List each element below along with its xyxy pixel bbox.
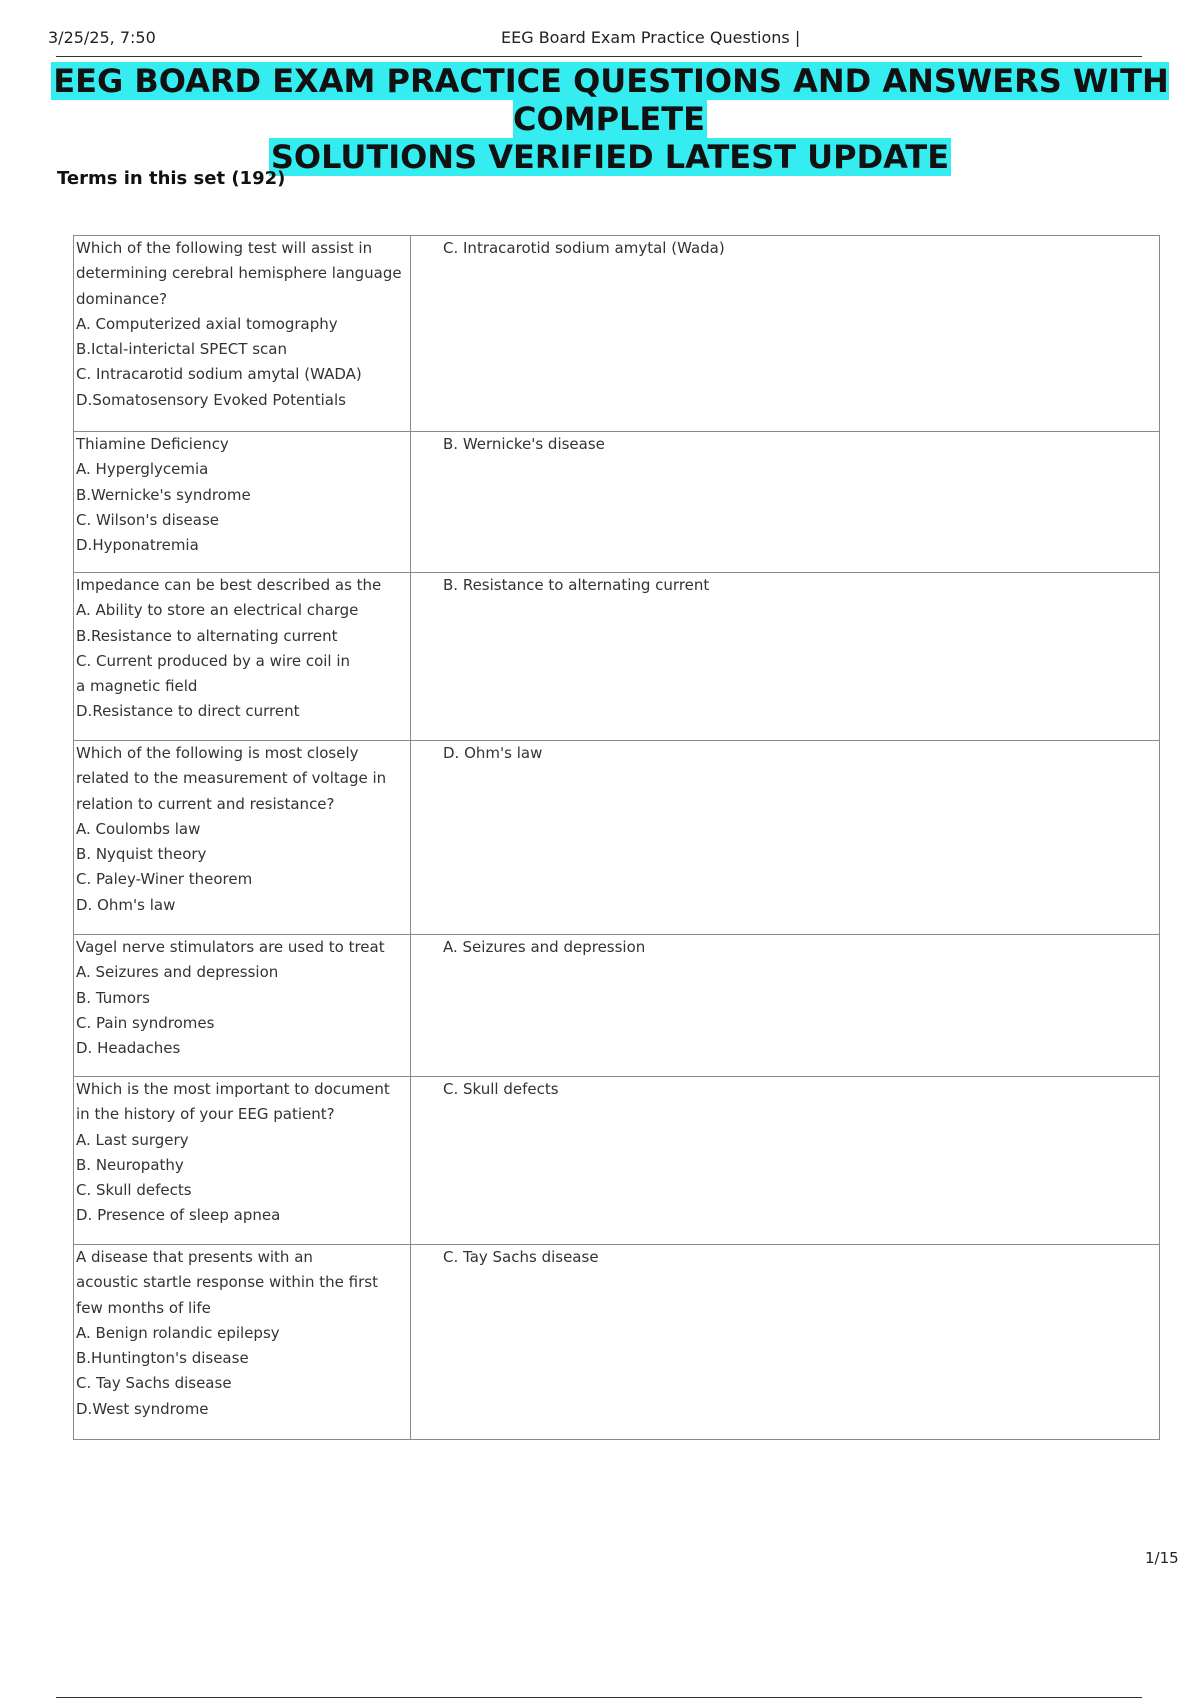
flashcard-row [74, 1077, 1160, 1245]
answer-text: D. Ohm's law [443, 744, 543, 762]
question-line: in the history of your EEG patient? [76, 1105, 335, 1124]
document-title [40, 62, 1180, 176]
question-text [74, 573, 410, 731]
question-text [74, 741, 410, 924]
answer-text: C. Tay Sachs disease [443, 1248, 599, 1266]
question-line: D.West syndrome [76, 1399, 209, 1418]
footer-divider [56, 1697, 1142, 1698]
flashcard-row [74, 236, 1160, 432]
header-divider [56, 56, 1142, 57]
question-line: D. Headaches [76, 1039, 181, 1058]
answer-cell [411, 1077, 1160, 1245]
flashcard-row [74, 573, 1160, 741]
question-line: Which of the following is most closely [76, 744, 359, 762]
question-line: relation to current and resistance? [76, 794, 335, 813]
question-line: A. Last surgery [76, 1130, 189, 1149]
question-line: dominance? [76, 289, 168, 308]
question-line: A. Hyperglycemia [76, 460, 209, 479]
question-text [74, 1245, 410, 1428]
question-line: Thiamine Deficiency [76, 435, 229, 453]
question-line: Impedance can be best described as the [76, 576, 382, 594]
answer-cell [411, 1245, 1160, 1440]
flashcard-row [74, 741, 1160, 935]
question-line: related to the measurement of voltage in [76, 769, 387, 788]
answer-cell [411, 935, 1160, 1077]
answer-text: C. Skull defects [443, 1080, 559, 1098]
question-line: a magnetic field [76, 677, 198, 696]
question-cell [74, 432, 411, 573]
question-line: D.Somatosensory Evoked Potentials [76, 390, 346, 409]
question-line: C. Tay Sachs disease [76, 1374, 232, 1393]
flashcard-table [73, 235, 1160, 1440]
question-cell [74, 1245, 411, 1440]
question-cell [74, 236, 411, 432]
flashcard-row [74, 1245, 1160, 1440]
answer-text: A. Seizures and depression [443, 938, 646, 956]
question-line: A. Coulombs law [76, 819, 201, 838]
question-line: A. Benign rolandic epilepsy [76, 1323, 280, 1342]
document-title-line-1: EEG BOARD EXAM PRACTICE QUESTIONS AND ANSWERS WITH COMPLETE [53, 62, 1169, 138]
question-line: D. Presence of sleep apnea [76, 1206, 281, 1225]
question-line: B.Ictal-interictal SPECT scan [76, 340, 287, 359]
question-text [74, 935, 410, 1067]
question-line: B. Nyquist theory [76, 845, 207, 864]
answer-text: B. Resistance to alternating current [443, 576, 710, 594]
question-text [74, 236, 410, 419]
answer-text: C. Intracarotid sodium amytal (Wada) [443, 239, 725, 257]
question-text [74, 1077, 410, 1235]
question-line: determining cerebral hemisphere language [76, 264, 402, 283]
question-line: Which of the following test will assist in [76, 239, 373, 257]
question-cell [74, 935, 411, 1077]
question-line: A disease that presents with an [76, 1248, 313, 1266]
terms-count-label: Terms in this set (192) [57, 168, 286, 189]
question-line: C. Paley-Winer theorem [76, 870, 253, 889]
question-line: few months of life [76, 1298, 211, 1317]
answer-text: B. Wernicke's disease [443, 435, 605, 453]
question-line: C. Pain syndromes [76, 1013, 215, 1032]
question-line: B. Tumors [76, 988, 150, 1007]
question-line: D. Ohm's law [76, 895, 176, 914]
flashcard-row [74, 935, 1160, 1077]
question-line: D.Hyponatremia [76, 536, 199, 555]
question-line: C. Skull defects [76, 1181, 192, 1200]
question-line: C. Intracarotid sodium amytal (WADA) [76, 365, 362, 384]
question-line: A. Ability to store an electrical charge [76, 601, 359, 620]
question-text [74, 432, 410, 564]
page-number: 1/15 [1145, 1549, 1179, 1567]
question-line: Which is the most important to document [76, 1080, 390, 1098]
question-line: B. Neuropathy [76, 1155, 184, 1174]
question-line: B.Wernicke's syndrome [76, 485, 251, 504]
question-line: acoustic startle response within the first [76, 1273, 378, 1292]
document-title-line-2: SOLUTIONS VERIFIED LATEST UPDATE [270, 138, 950, 176]
question-line: B.Resistance to alternating current [76, 626, 338, 645]
header-document-title: EEG Board Exam Practice Questions | [501, 28, 801, 47]
question-line: A. Seizures and depression [76, 963, 279, 982]
question-cell [74, 573, 411, 741]
question-line: C. Current produced by a wire coil in [76, 651, 351, 670]
header-date-time: 3/25/25, 7:50 [48, 28, 156, 47]
question-line: A. Computerized axial tomography [76, 314, 338, 333]
answer-cell [411, 573, 1160, 741]
question-line: B.Huntington's disease [76, 1349, 249, 1368]
answer-cell [411, 432, 1160, 573]
question-line: C. Wilson's disease [76, 510, 220, 529]
flashcard-row [74, 432, 1160, 573]
question-cell [74, 741, 411, 935]
question-cell [74, 1077, 411, 1245]
answer-cell [411, 236, 1160, 432]
question-line: Vagel nerve stimulators are used to treat [76, 938, 385, 956]
question-line: D.Resistance to direct current [76, 702, 300, 721]
answer-cell [411, 741, 1160, 935]
